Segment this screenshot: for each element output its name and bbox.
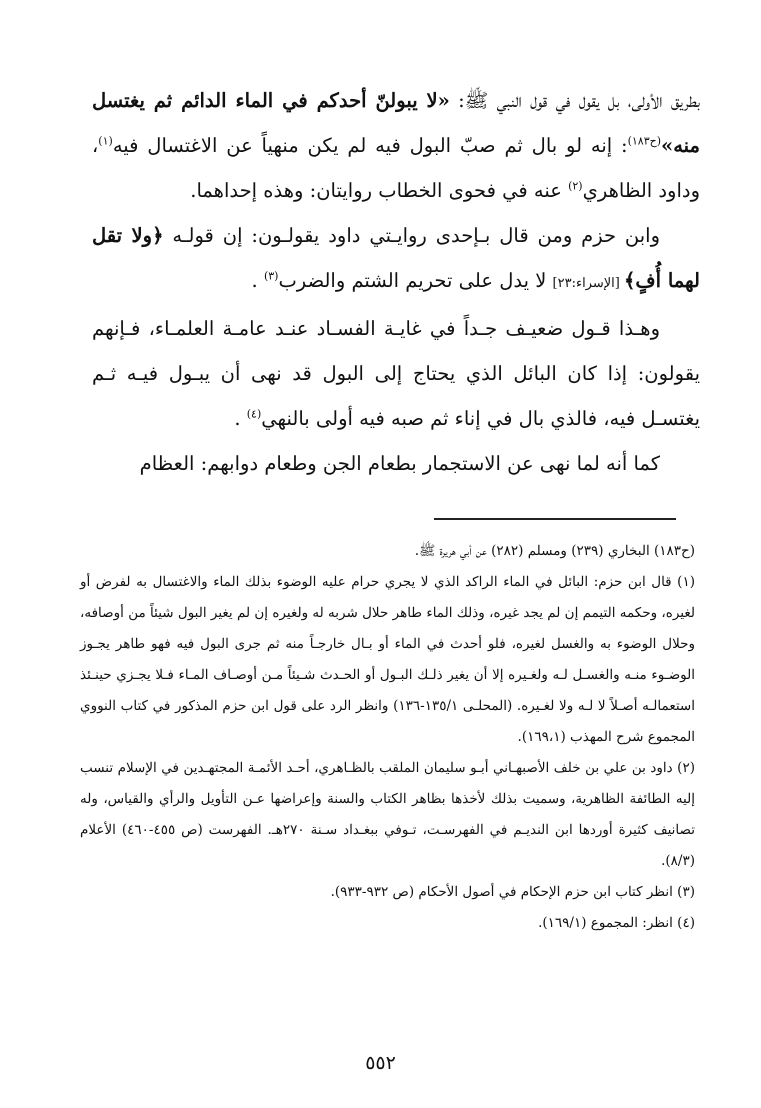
footnote-marker-1: (١) bbox=[98, 134, 113, 148]
footnote-4: (٤) انظر: المجموع (١٦٩/١). bbox=[538, 915, 695, 931]
p2-text-2: لا يدل على تحريم الشتم والضرب bbox=[278, 269, 553, 292]
p1-text-1: بطريق الأولى، بل يقول في قول النبي ﷺ: bbox=[449, 89, 700, 112]
footnote-marker-3: (٣) bbox=[263, 269, 279, 283]
footnote-1: (١) قال ابن حزم: البائل في الماء الراكد الذي لا يجري حرام عليه الوضوء بذلك الماء والاغتسال به لفرض أو لغيره، وحكمه التيمم إن لم يجد غيره، وذلك الماء طاهر حلال شربه له ولغيره إن لم يغير البول شيئاً من أوصافه، وحلال الوضوء به والغسل لغيره، فلو أحدث في الماء أو بـال خارجـاً منه ثم جرى البول فيه فهو طاهر يجـوز الوضـوء منـه والغسـل لـه ولغـيره إلا أن يغير ذلـك البـول أو الحـدث شـيئاً مـن أوصـاف المـاء فـلا يجـزي حينـئذ استعمالـه أصـلاً لا لـه ولا لغـيره. (المحلـى ١٣٥/١-١٣٦) وانظر الرد على قول ابن حزم المذكور في كتاب النووي المجموع شرح المهذب (١٦٩،١). bbox=[80, 574, 695, 745]
p1-text-3: ، وداود الظاهري bbox=[92, 134, 700, 202]
footnote-marker-2: (٢) bbox=[568, 179, 583, 193]
paragraph-1 bbox=[92, 78, 700, 213]
footnotes bbox=[80, 536, 695, 939]
p4-text-1: كما أنه لما نهى عن الاستجمار بطعام الجن وطعام دوابهم: العظام bbox=[139, 452, 660, 475]
footnote-marker-4: (٤) bbox=[246, 407, 262, 421]
page-number: ٥٥٢ bbox=[365, 1052, 396, 1074]
p2-text-1: وابن حزم ومن قال بـإحدى روايـتي داود يقولـون: إن قولـه bbox=[163, 224, 660, 247]
footnote-2: (٢) داود بن علي بن خلف الأصبهـاني أبـو سليمان الملقب بالظـاهري، أحـد الأئمـة المجتهـدين في الإسلام تنسب إليه الطائفة الظاهرية، وسميت بذلك لأخذها بظاهر الكتاب والسنة وإعراضها عـن التأويل والرأي والقياس، وله تصانيف كثيرة أوردها ابن النديـم في الفهرسـت، تـوفي ببغـداد سـنة ٢٧٠هـ. الفهرست (ص ٤٥٥-٤٦٠) الأعلام (٨/٣). bbox=[80, 760, 696, 869]
footnote-3: (٣) انظر كتاب ابن حزم الإحكام في أصول الأحكام (ص ٩٣٢-٩٣٣). bbox=[330, 884, 695, 900]
hadith-quote: «لا يبولنّ أحدكم في الماء الدائم ثم يغتسل منه» bbox=[92, 89, 700, 157]
main-text bbox=[92, 78, 700, 486]
paragraph-4 bbox=[92, 441, 700, 486]
footnote-h183: (ح١٨٣) البخاري (٢٣٩) ومسلم (٢٨٢) عن أبي هريرة ﷺ. bbox=[414, 543, 695, 559]
footnote-divider bbox=[434, 518, 676, 520]
p1-text-4: عنه في فحوى الخطاب روايتان: وهذه إحداهما. bbox=[190, 179, 569, 202]
verse-ref: [الإسراء:٢٣] bbox=[552, 276, 624, 291]
p1-text-2: : إنه لو بال ثم صبّ البول فيه لم يكن منهياً عن الاغتسال فيه bbox=[112, 134, 628, 157]
quran-verse: ﴿ولا تقل لهما أُفٍ﴾ bbox=[92, 224, 700, 292]
p3-text-1: وهـذا قـول ضعيـف جـداً في غايـة الفسـاد عنـد عامـة العلمـاء، فـإنهم يقولون: إذا كان البائل الذي يحتاج إلى البول قد نهى أن يبـول فيـه ثـم يغتسـل فيه، فالذي بال في إناء ثم صبه فيه أولى بالنهي bbox=[92, 317, 700, 430]
p2-text-3: . bbox=[251, 269, 264, 292]
hadith-ref: (ح١٨٣) bbox=[627, 134, 662, 148]
paragraph-3 bbox=[92, 306, 700, 441]
paragraph-2 bbox=[92, 213, 700, 306]
p3-text-2: . bbox=[234, 407, 247, 430]
